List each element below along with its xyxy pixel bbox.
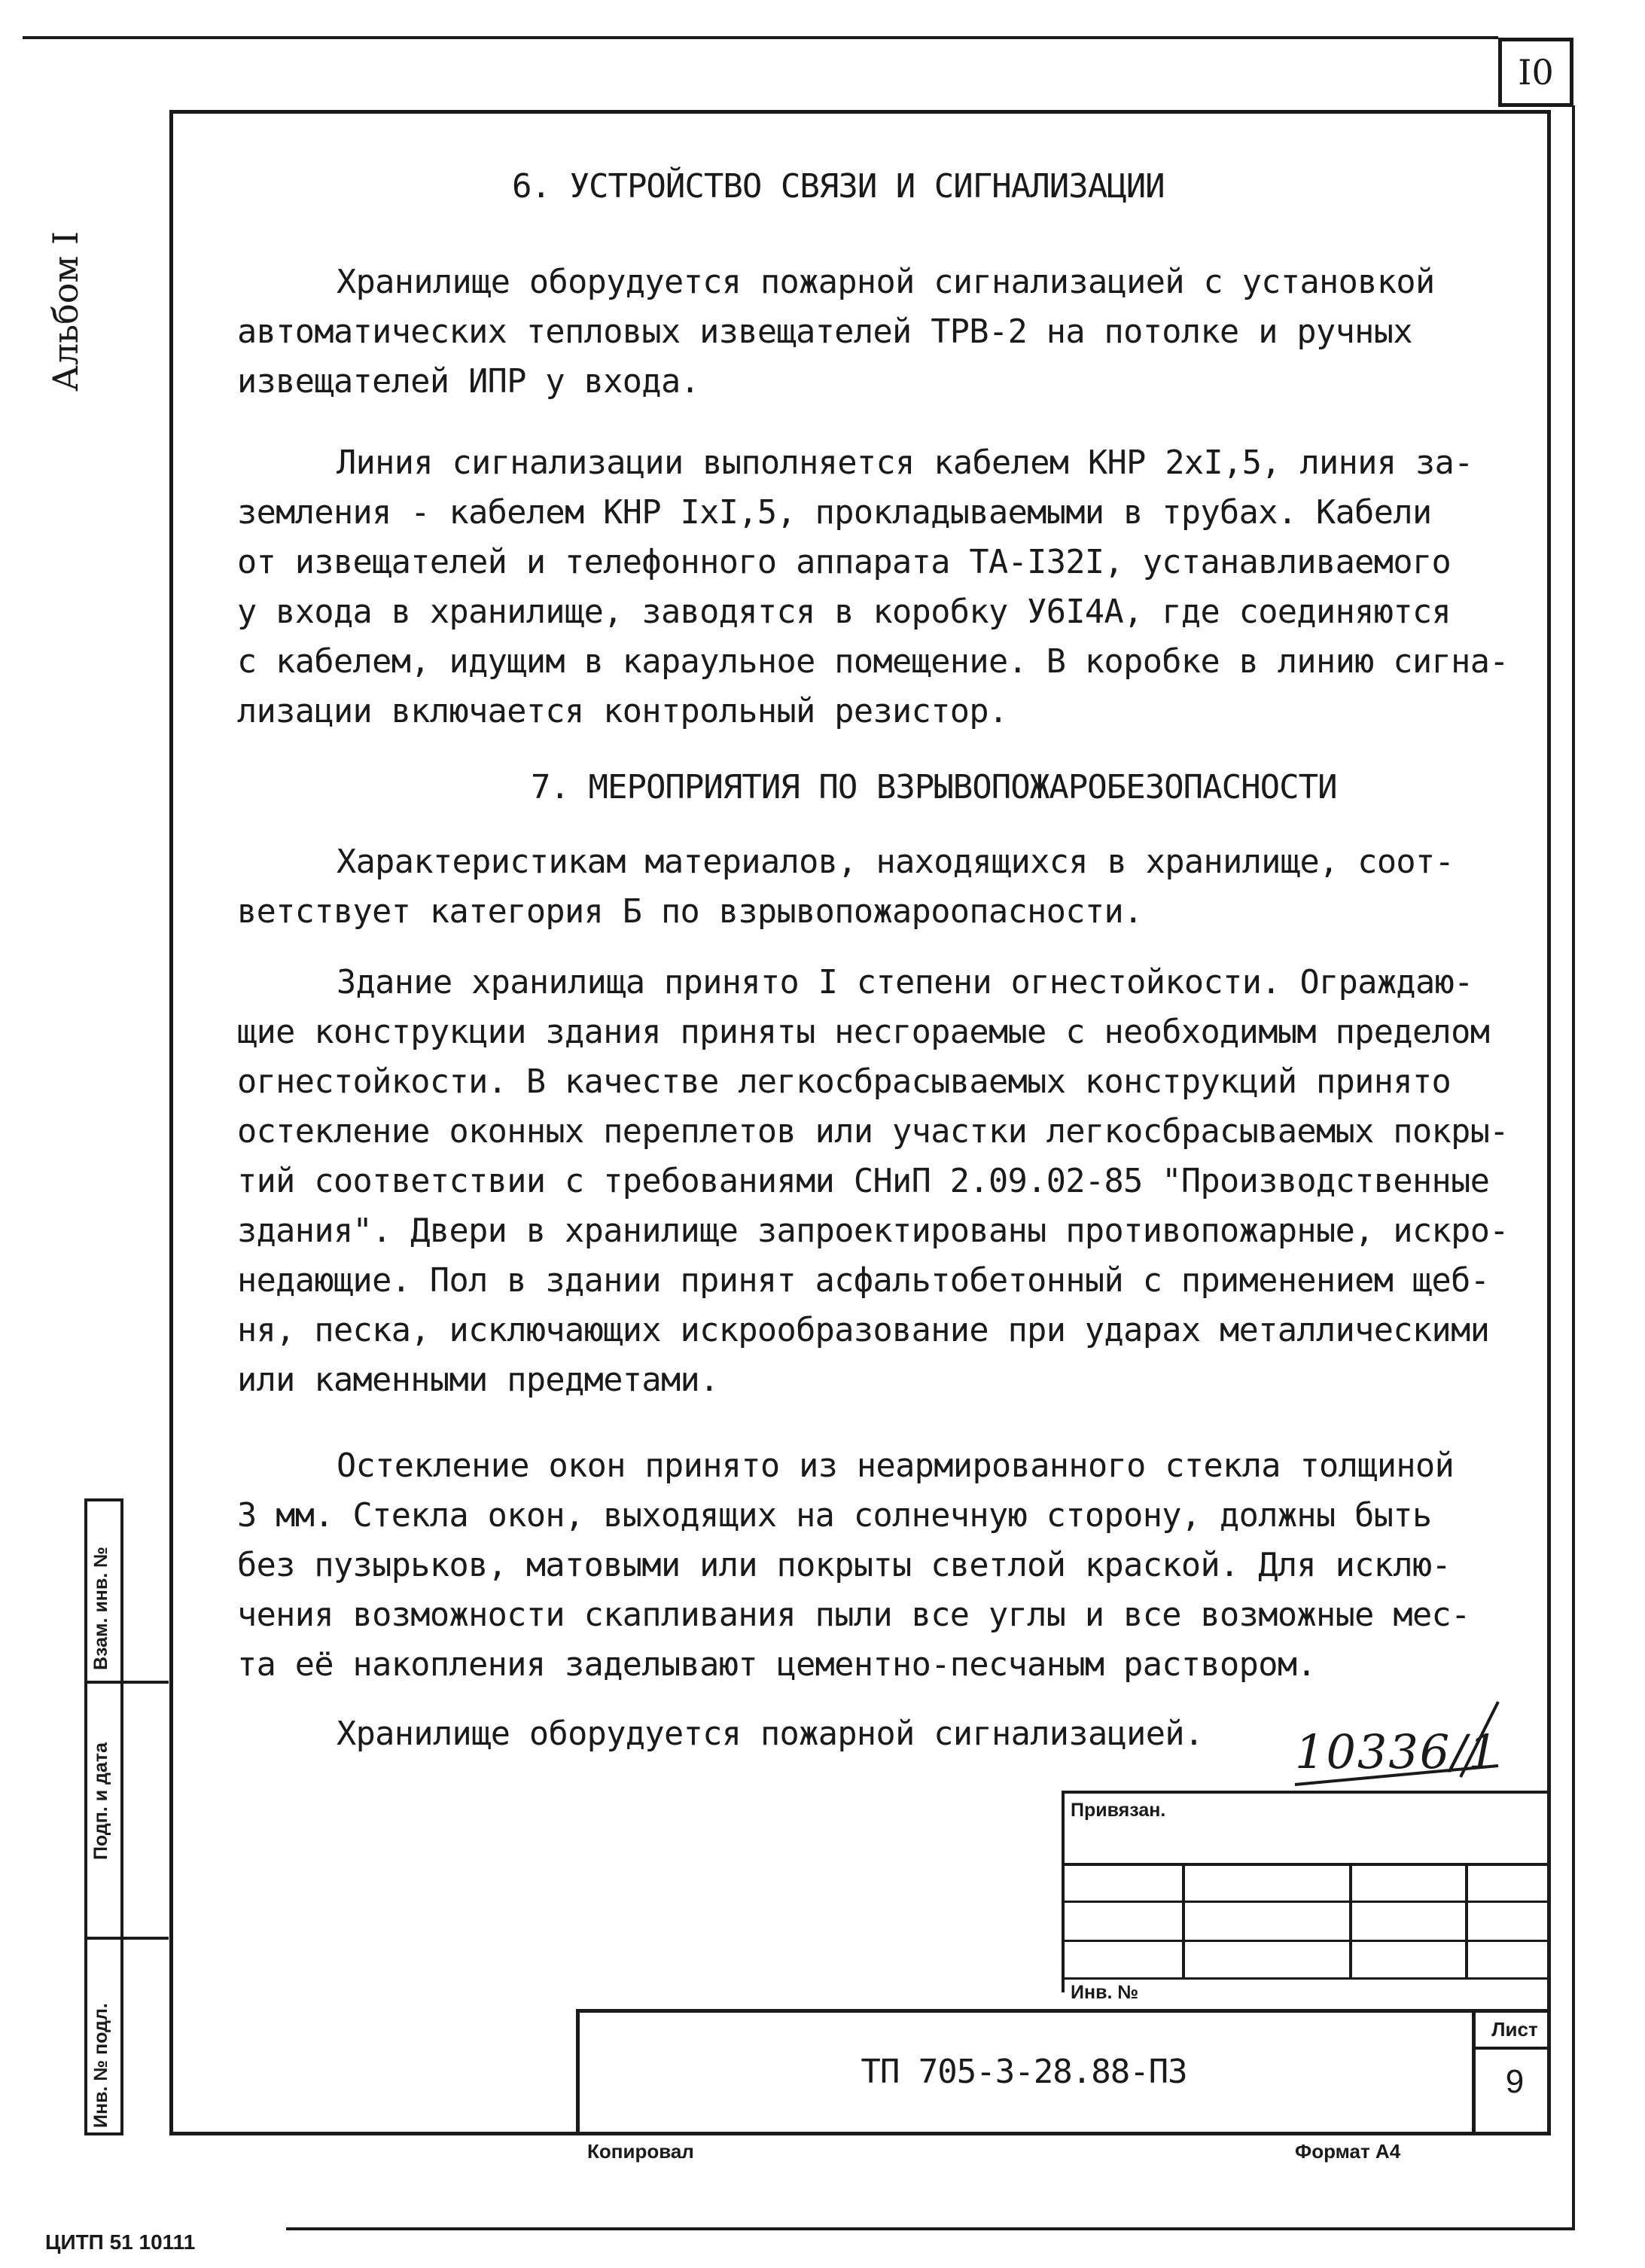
binding-col-rule <box>1349 1863 1352 1977</box>
section-7-paragraph-3 <box>237 1441 1532 1690</box>
text-line: Характеристикам материалов, находящихся в хранилище, соот- <box>337 843 1455 881</box>
format-label: Формат А4 <box>1295 2140 1401 2163</box>
copied-label: Копировал <box>587 2140 694 2163</box>
top-rule <box>23 36 1498 39</box>
text-line: или каменными предметами. <box>237 1361 719 1399</box>
sheet-cell-divider <box>1472 2009 1476 2135</box>
binding-row-rule <box>1062 1863 1551 1866</box>
document-code: ТП 705-3-28.88-ПЗ <box>861 2053 1187 2091</box>
section-7-paragraph-2 <box>237 958 1532 1405</box>
section-7-heading: 7. МЕРОПРИЯТИЯ ПО ВЗРЫВОПОЖАРОБЕЗОПАСНОСТИ <box>531 768 1337 806</box>
text-line: тий соответствии с требованиями СНиП 2.09.02-85 "Производственные <box>237 1163 1490 1200</box>
sheet-cell-divider <box>1472 2047 1551 2050</box>
text-line: Хранилище оборудуется пожарной сигнализацией с установкой <box>337 264 1435 301</box>
handwritten-number: 10336/1 <box>1295 1724 1500 1779</box>
section-6-heading: 6. УСТРОЙСТВО СВЯЗИ И СИГНАЛИЗАЦИИ <box>512 167 1165 206</box>
text-line: Линия сигнализации выполняется кабелем КНР 2хI,5, линия за- <box>337 444 1473 482</box>
section-6-paragraph-1 <box>237 258 1532 407</box>
publisher-code: ЦИТП 51 10111 <box>45 2230 196 2254</box>
text-line: остекление оконных переплетов или участки легкосбрасываемых покры- <box>237 1113 1509 1151</box>
side-stamp-podp-data: Подп. и дата <box>90 1742 111 1860</box>
album-label: Альбом I <box>45 230 86 392</box>
side-stamp-divider <box>84 1937 169 1940</box>
outer-bottom-edge <box>286 2227 1575 2230</box>
binding-row-rule <box>1062 1977 1551 1980</box>
text-line: 3 мм. Стекла окон, выходящих на солнечную сторону, должны быть <box>237 1497 1432 1535</box>
text-line: Остекление окон принято из неармированного стекла толщиной <box>337 1447 1455 1485</box>
binding-table-title: Привязан. <box>1071 1800 1166 1821</box>
inv-no-label: Инв. № <box>1071 1982 1139 2003</box>
text-line: автоматических тепловых извещателей ТРВ-2 на потолке и ручных <box>237 313 1412 351</box>
text-line: лизации включается контрольный резистор. <box>237 693 1008 730</box>
text-line: огнестойкости. В качестве легкосбрасываемых конструкций принято <box>237 1063 1452 1101</box>
text-line: недающие. Пол в здании принят асфальтобетонный с применением щеб- <box>237 1262 1490 1300</box>
binding-row-rule <box>1062 1940 1551 1942</box>
side-stamp-vzam-inv: Взам. инв. № <box>90 1546 111 1670</box>
text-line: земления - кабелем КНР IхI,5, прокладываемыми в трубах. Кабели <box>237 494 1432 532</box>
text-line: та её накопления заделывают цементно-песчаным раствором. <box>237 1646 1316 1684</box>
sheet-number: 9 <box>1505 2063 1525 2100</box>
text-line: от извещателей и телефонного аппарата ТА-I32I, устанавливаемого <box>237 544 1452 581</box>
text-line: с кабелем, идущим в караульное помещение. В коробке в линию сигна- <box>237 643 1509 681</box>
text-line: извещателей ИПР у входа. <box>237 363 700 401</box>
side-stamp-inner-rule <box>120 1498 123 2135</box>
text-line: Хранилище оборудуется пожарной сигнализацией. <box>337 1715 1204 1753</box>
binding-col-rule <box>1182 1863 1185 1977</box>
text-line: чения возможности скапливания пыли все углы и все возможные мес- <box>237 1596 1470 1634</box>
corner-page-number: I0 <box>1498 38 1573 107</box>
sheet-label: Лист <box>1491 2018 1538 2041</box>
outer-right-edge <box>1572 105 1575 2229</box>
side-stamp-divider <box>84 1681 169 1684</box>
side-stamp-inv-podl: Инв. № подл. <box>90 2003 111 2128</box>
text-line: без пузырьков, матовыми или покрыты светлой краской. Для исклю- <box>237 1547 1452 1584</box>
section-7-paragraph-1 <box>237 837 1532 937</box>
binding-col-rule <box>1465 1863 1468 1977</box>
text-line: Здание хранилища принято I степени огнестойкости. Ограждаю- <box>337 964 1473 1001</box>
section-6-paragraph-2 <box>237 438 1532 736</box>
text-line: у входа в хранилище, заводятся в коробку У6I4А, где соединяются <box>237 593 1452 631</box>
binding-row-rule <box>1062 1901 1551 1903</box>
text-line: ня, песка, исключающих искрообразование при ударах металлическими <box>237 1312 1490 1349</box>
text-line: ветствует категория Б по взрывопожароопасности. <box>237 893 1143 931</box>
text-line: щие конструкции здания приняты несгораемые с необходимым пределом <box>237 1014 1490 1051</box>
handwritten-underline <box>1272 1694 1513 1792</box>
text-line: здания". Двери в хранилище запроектированы противопожарные, искро- <box>237 1212 1509 1250</box>
